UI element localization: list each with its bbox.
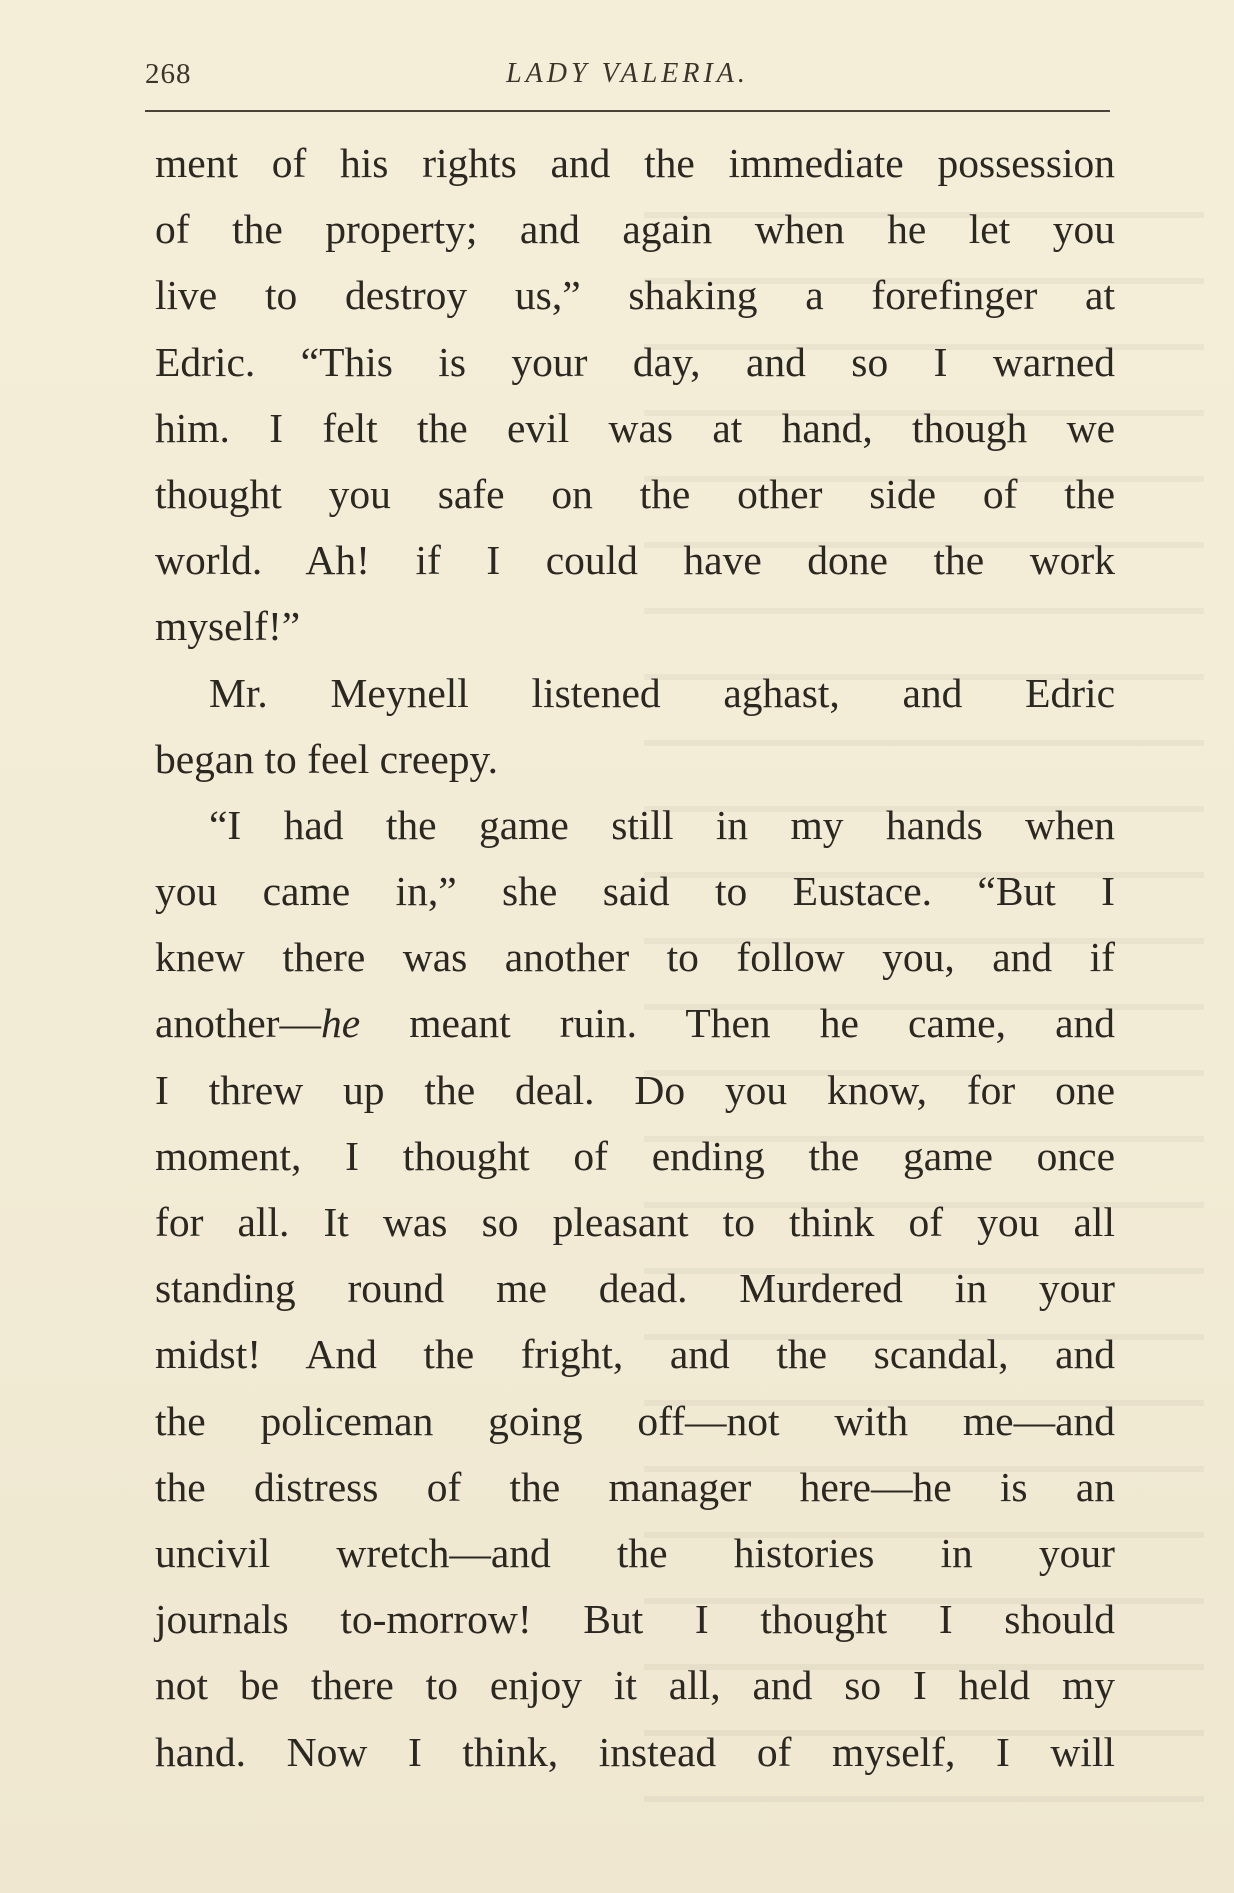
- text-line: for all. It was so pleasant to think of you all: [155, 1199, 1115, 1245]
- text-line: standing round me dead. Murdered in your: [155, 1265, 1115, 1312]
- text-line: knew there was another to follow you, and if: [155, 934, 1115, 981]
- text-line: began to feel creepy.: [155, 735, 498, 782]
- running-head: LADY VALERIA.: [506, 58, 749, 89]
- text-line: moment, I thought of ending the game once: [155, 1132, 1115, 1179]
- text-line: thought you safe on the other side of the: [155, 470, 1115, 517]
- text-line: hand. Now I think, instead of myself, I will: [155, 1728, 1115, 1775]
- text-line: midst! And the fright, and the scandal, and: [155, 1331, 1115, 1378]
- page-number: 268: [145, 58, 192, 90]
- text-line: I threw up the deal. Do you know, for one: [155, 1066, 1115, 1113]
- text-line: him. I felt the evil was at hand, though we: [155, 404, 1115, 451]
- text-line: uncivil wretch—and the histories in your: [155, 1529, 1115, 1576]
- text-line: the distress of the manager here—he is an: [155, 1463, 1115, 1510]
- text-line: world. Ah! if I could have done the work: [155, 537, 1115, 584]
- text-line: not be there to enjoy it all, and so I held my: [155, 1662, 1115, 1709]
- text-line: of the property; and again when he let you: [155, 206, 1115, 253]
- text-segment: meant ruin. Then he came, and: [360, 1000, 1115, 1047]
- text-line: live to destroy us,” shaking a forefinger at: [155, 272, 1115, 319]
- text-line: Edric. “This is your day, and so I warned: [155, 338, 1115, 385]
- text-line-with-italic: [155, 990, 1115, 1056]
- text-segment: another—: [155, 1000, 321, 1047]
- text-line: you came in,” she said to Eustace. “But I: [155, 868, 1115, 915]
- page-header: [145, 58, 1110, 98]
- text-line: myself!”: [155, 603, 301, 650]
- text-line: journals to-morrow! But I thought I should: [155, 1596, 1115, 1643]
- italic-text-segment: he: [320, 1000, 361, 1047]
- text-line: the policeman going off—not with me—and: [155, 1397, 1115, 1444]
- text-line: ment of his rights and the immediate possession: [155, 140, 1115, 186]
- text-line: Mr. Meynell listened aghast, and Edric: [209, 669, 1115, 716]
- text-line: “I had the game still in my hands when: [209, 801, 1115, 848]
- body-text: [155, 130, 1115, 1785]
- header-rule: [145, 110, 1110, 112]
